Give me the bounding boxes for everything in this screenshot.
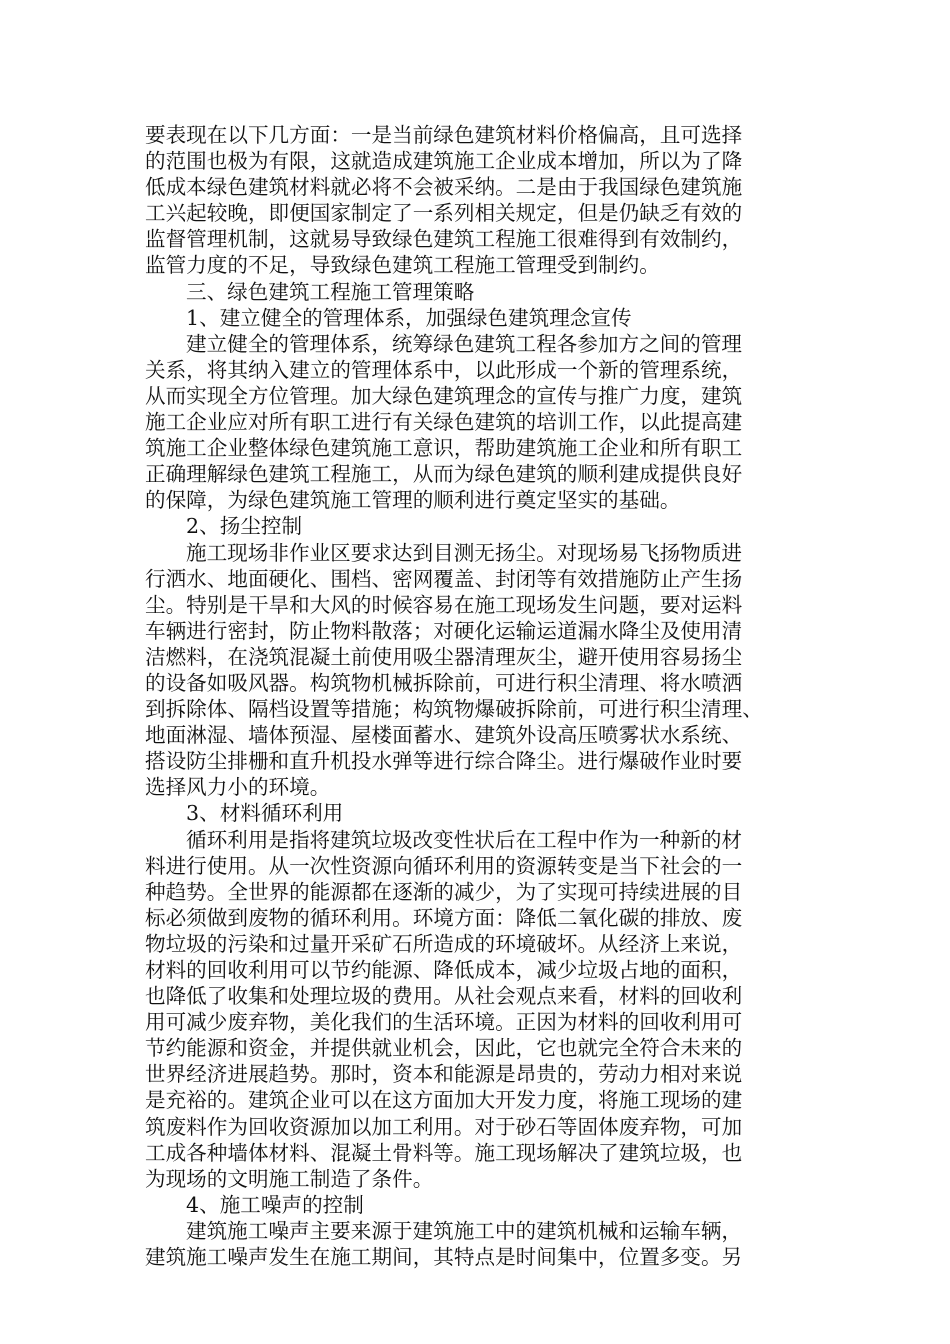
text-line: 地面淋湿、墙体预湿、屋楼面蓄水、建筑外设高压喷雾状水系统、 <box>145 723 743 748</box>
text-line: 低成本绿色建筑材料就必将不会被采纳。二是由于我国绿色建筑施 <box>145 175 743 200</box>
text-line: 物垃圾的污染和过量开采矿石所造成的环境破坏。从经济上来说， <box>145 931 743 956</box>
text-line: 工成各种墙体材料、混凝土骨料等。施工现场解决了建筑垃圾，也 <box>145 1140 743 1165</box>
text-line: 标必须做到废物的循环利用。环境方面：降低二氧化碳的排放、废 <box>145 905 743 930</box>
text-line: 是充裕的。建筑企业可以在这方面加大开发力度，将施工现场的建 <box>145 1088 743 1113</box>
text-line: 为现场的文明施工制造了条件。 <box>145 1166 434 1191</box>
text-line: 1、建立健全的管理体系，加强绿色建筑理念宣传 <box>186 305 632 330</box>
text-line: 行洒水、地面硬化、围档、密网覆盖、封闭等有效措施防止产生扬 <box>145 566 743 591</box>
text-line: 选择风力小的环境。 <box>145 775 331 800</box>
text-line: 正确理解绿色建筑工程施工，从而为绿色建筑的顺利建成提供良好 <box>145 462 743 487</box>
text-line: 建筑施工噪声发生在施工期间，其特点是时间集中，位置多变。另 <box>145 1245 743 1270</box>
text-line: 筑施工企业整体绿色建筑施工意识，帮助建筑施工企业和所有职工 <box>145 436 743 461</box>
text-line: 节约能源和资金，并提供就业机会，因此，它也就完全符合未来的 <box>145 1036 743 1061</box>
text-line: 的设备如吸风器。构筑物机械拆除前，可进行积尘清理、将水喷洒 <box>145 670 743 695</box>
text-line: 循环利用是指将建筑垃圾改变性状后在工程中作为一种新的材 <box>186 827 743 852</box>
document-body <box>145 122 805 1270</box>
text-line: 2、扬尘控制 <box>186 514 303 539</box>
text-line: 尘。特别是干旱和大风的时候容易在施工现场发生问题，要对运料 <box>145 592 743 617</box>
text-line: 车辆进行密封，防止物料散落；对硬化运输运道漏水降尘及使用清 <box>145 618 743 643</box>
text-line: 材料的回收利用可以节约能源、降低成本，减少垃圾占地的面积， <box>145 958 743 982</box>
text-line: 3、材料循环利用 <box>186 801 344 826</box>
text-line: 监督管理机制，这就易导致绿色建筑工程施工很难得到有效制约， <box>145 227 743 252</box>
text-line: 的范围也极为有限，这就造成建筑施工企业成本增加，所以为了降 <box>145 149 743 174</box>
text-line: 也降低了收集和处理垃圾的费用。从社会观点来看，材料的回收利 <box>145 984 743 1009</box>
text-line: 三、绿色建筑工程施工管理策略 <box>186 279 475 304</box>
text-line: 从而实现全方位管理。加大绿色建筑理念的宣传与推广力度，建筑 <box>145 383 743 408</box>
text-line: 4、施工噪声的控制 <box>186 1192 364 1217</box>
text-line: 建立健全的管理体系，统筹绿色建筑工程各参加方之间的管理 <box>186 331 743 356</box>
text-line: 搭设防尘排栅和直升机投水弹等进行综合降尘。进行爆破作业时要 <box>145 749 743 774</box>
text-line: 施工现场非作业区要求达到目测无扬尘。对现场易飞扬物质进 <box>186 540 743 565</box>
text-line: 的保障，为绿色建筑施工管理的顺利进行奠定坚实的基础。 <box>145 488 681 513</box>
text-line: 世界经济进展趋势。那时，资本和能源是昂贵的，劳动力相对来说 <box>145 1062 743 1087</box>
text-line: 种趋势。全世界的能源都在逐渐的减少，为了实现可持续进展的目 <box>145 879 743 904</box>
text-line: 筑废料作为回收资源加以加工利用。对于砂石等固体废弃物，可加 <box>145 1114 743 1139</box>
text-line: 料进行使用。从一次性资源向循环利用的资源转变是当下社会的一 <box>145 853 743 878</box>
text-line: 要表现在以下几方面：一是当前绿色建筑材料价格偏高，且可选择 <box>145 123 743 147</box>
text-line: 用可减少废弃物，美化我们的生活环境。正因为材料的回收利用可 <box>145 1010 743 1035</box>
text-line: 洁燃料，在浇筑混凝土前使用吸尘器清理灰尘，避开使用容易扬尘 <box>145 644 743 669</box>
text-line: 建筑施工噪声主要来源于建筑施工中的建筑机械和运输车辆， <box>186 1218 743 1243</box>
text-line: 到拆除体、隔档设置等措施；构筑物爆破拆除前，可进行积尘清理、 <box>145 697 763 722</box>
text-line: 关系，将其纳入建立的管理体系中，以此形成一个新的管理系统， <box>145 357 743 382</box>
text-line: 监管力度的不足，导致绿色建筑工程施工管理受到制约。 <box>145 253 660 278</box>
text-line: 工兴起较晚，即便国家制定了一系列相关规定，但是仍缺乏有效的 <box>145 201 743 226</box>
text-line: 施工企业应对所有职工进行有关绿色建筑的培训工作，以此提高建 <box>145 410 743 435</box>
